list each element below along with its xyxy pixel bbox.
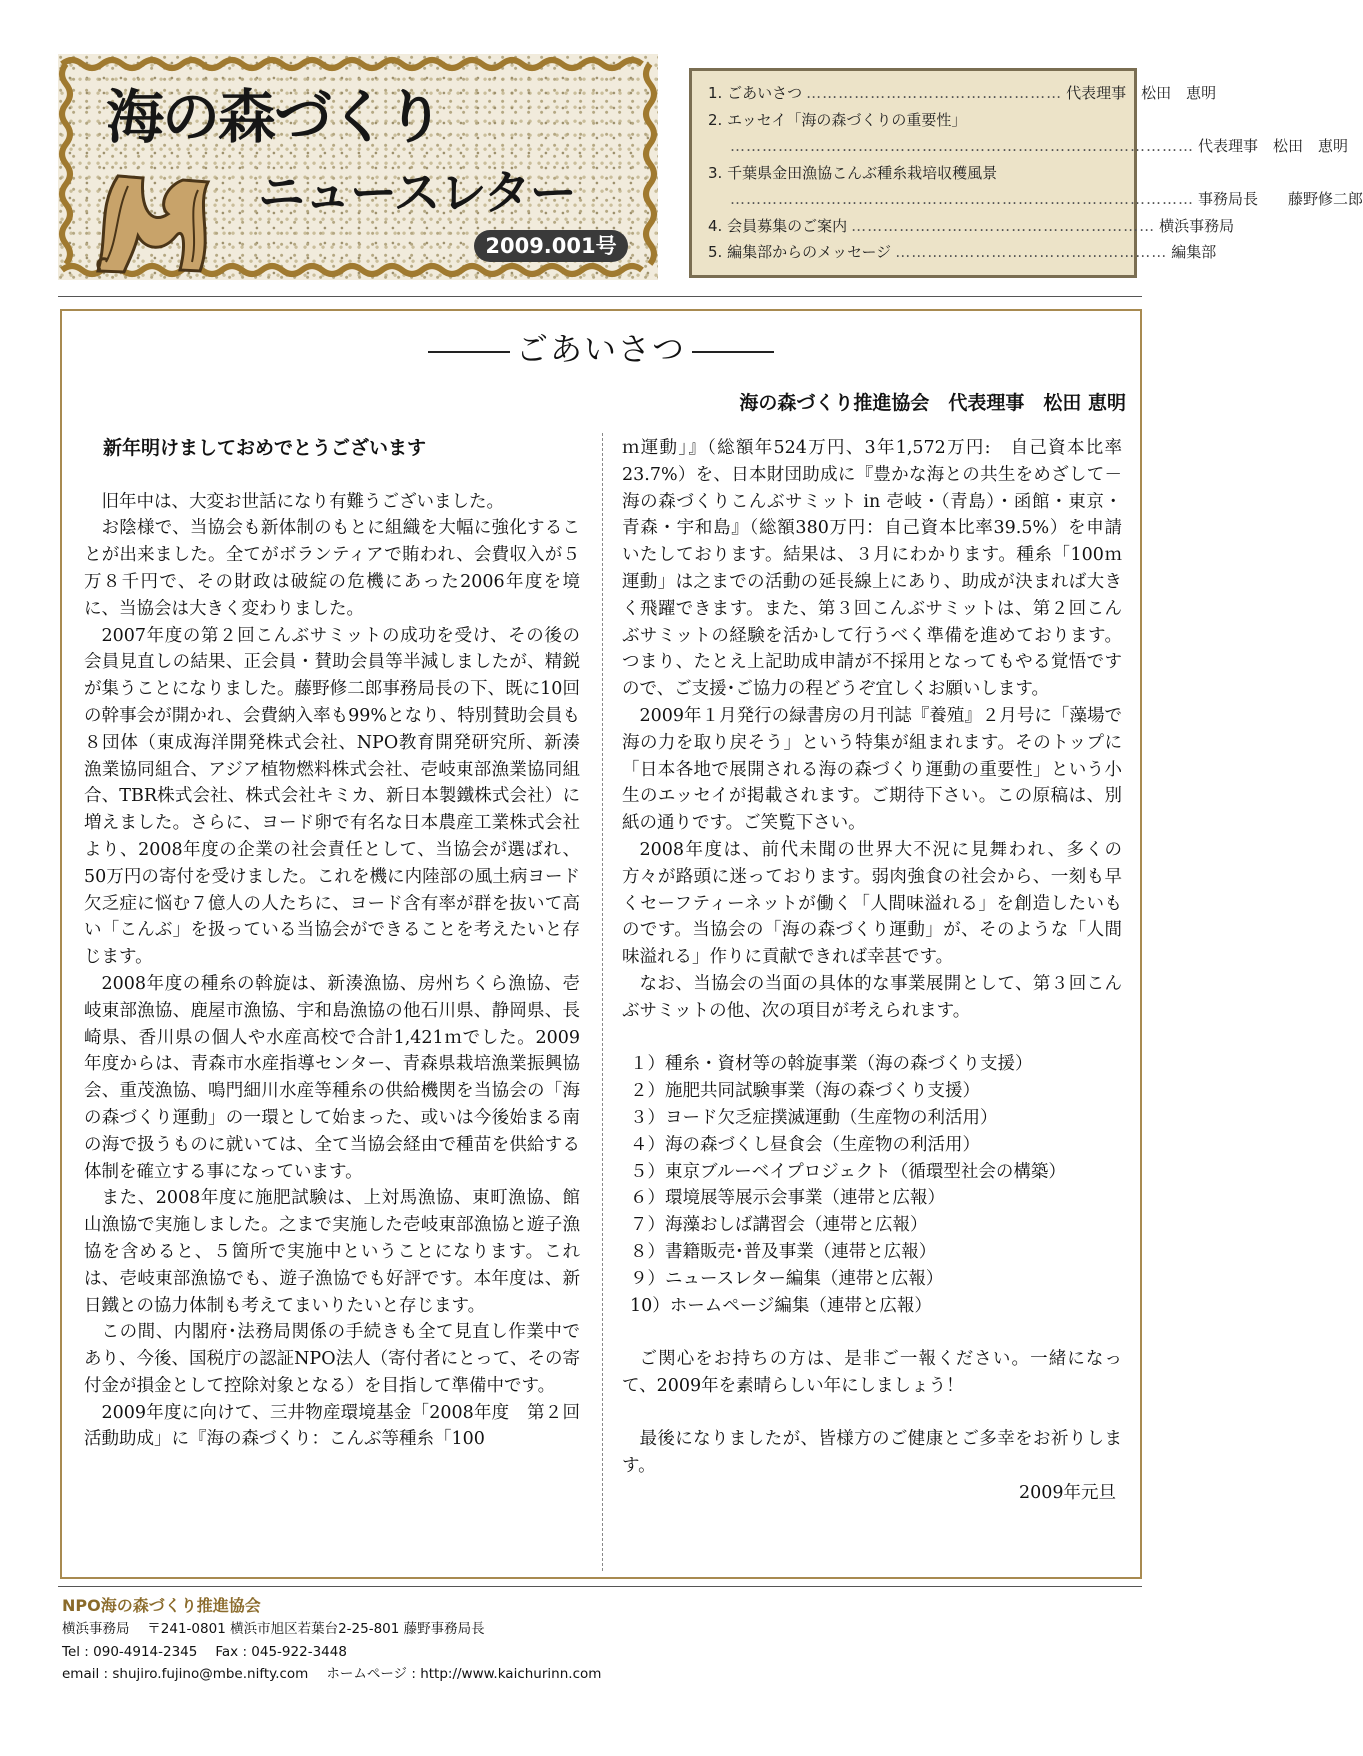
- greeting-article: [60, 309, 1142, 1579]
- toc-item: …………………………………………………………………………… 事務局長 藤野修二郎: [730, 190, 1363, 208]
- list-item: ５）東京ブルーベイプロジェクト（循環型社会の構築）: [630, 1161, 1066, 1182]
- list-item: ６）環境展等展示会事業（連帯と広報）: [630, 1188, 945, 1209]
- article-column-left: [84, 435, 598, 1453]
- list-item: １）種糸・資材等の斡旋事業（海の森づくり支援）: [630, 1054, 1033, 1075]
- footer-contact-line: [62, 1663, 619, 1686]
- bottom-divider: [58, 1586, 1142, 1587]
- list-item: ７）海藻おしば講習会（連帯と広報）: [630, 1215, 928, 1236]
- paragraph: なお、当協会の当面の具体的な事業展開として、第３回こんぶサミットの他、次の項目が考えられます。: [622, 973, 1122, 1021]
- spacer: [622, 1400, 1122, 1427]
- article-column-right: [622, 435, 1122, 1507]
- toc-item: 5. 編集部からのメッセージ …………………………………………… 編集部: [708, 243, 1217, 261]
- table-of-contents: [689, 68, 1363, 278]
- column-divider: [602, 433, 603, 1571]
- paragraph: 2008年度は、前代未聞の世界大不況に見舞われ、多くの方々が路頭に迷っております。弱肉強食の社会から、一刻も早くセーフティーネットが働く「人間味溢れる」を創造したいものです。当協会の「海の森づくり運動」が、そのような「人間味溢れる」作りに貢献できれば幸甚です。: [622, 839, 1122, 968]
- greeting-line: 新年明けましておめでとうございます: [103, 437, 427, 459]
- paragraph: この間、内閣府･法務局関係の手続きも全て見直し作業中であり、今後、国税庁の認証NPO法人（寄付者にとって、その寄付金が損金として控除対象となる）を目指して準備中です。: [84, 1322, 580, 1396]
- article-byline: 海の森づくり推進協会 代表理事 松田 恵明: [739, 392, 1126, 414]
- paragraph: 旧年中は、大変お世話になり有難うございました。: [101, 491, 504, 512]
- paragraph: また、2008年度に施肥試験は、上対馬漁協、東町漁協、館山漁協で実施しました。之まで実施した壱岐東部漁協と遊子漁協を含めると、５箇所で実施中ということになります。これは、壱岐東部漁協でも、遊子漁協でも好評です。本年度は、新日鐵との協力体制も考えてまいりたいと存じます。: [84, 1188, 580, 1316]
- heading-dash: [692, 351, 774, 353]
- article-heading: ごあいさつ: [62, 329, 1140, 369]
- list-item: ３）ヨード欠乏症撲滅運動（生産物の利活用）: [630, 1107, 998, 1128]
- list-item: 10）ホームページ編集（連帯と広報）: [630, 1295, 932, 1316]
- top-divider: [58, 296, 1142, 297]
- paragraph: 2009年１月発行の緑書房の月刊誌『養殖』２月号に「藻場で海の力を取り戻そう」という特集が組まれます。そのトップに「日本各地で展開される海の森づくり運動の重要性」という小生のエッセイが掲載されます。ご期待下さい。この原稿は、別紙の通りです。ご笑覧下さい。: [622, 705, 1122, 834]
- toc-item: 2. エッセイ「海の森づくりの重要性」: [708, 110, 967, 129]
- footer: [62, 1594, 619, 1686]
- kelp-logo-icon: [88, 166, 258, 276]
- toc-item: 1. ごあいさつ ………………………………………… 代表理事 松田 恵明: [708, 84, 1217, 102]
- closing-paragraph: ご関心をお持ちの方は、是非ご一報ください。一緒になって、2009年を素晴らしい年にしましょう！: [622, 1349, 1122, 1396]
- project-list: [622, 1051, 1122, 1319]
- footer-tel: Tel : 090-4914-2345: [62, 1643, 198, 1660]
- toc-item: 4. 会員募集のご案内 ………………………………………………… 横浜事務局: [708, 216, 1235, 235]
- paragraph-continuation: ｍ運動」』（総額年524万円、3年1,572万円: 自己資本比率23.7%）を、日本財団助成に『豊かな海との共生をめざして－海の森づくりこんぶサミット in 壱岐・（青島）・函館・東京・青森・宇和島』（総額380万円：自己資本比率39.5%）を申請いたしております。結果は、３月にわかります。種糸「100ｍ運動」は之までの活動の延長線上にあり、助成が決まれば大きく飛躍できます。また、第３回こんぶサミットは、第２回こんぶサミットの経験を活かして行うべく準備を進めております。つまり、たとえ上記助成申請が不採用となってもやる覚悟ですので、ご支援･ご協力の程どうぞ宜しくお願いします。: [622, 438, 1122, 700]
- closing-paragraph: 最後になりましたが、皆様方のご健康とご多幸をお祈りします。: [622, 1429, 1122, 1477]
- masthead-title: 海の森づくり: [106, 83, 443, 151]
- masthead-subtitle: ニュースレター: [258, 166, 576, 221]
- footer-address: 横浜事務局 〒241-0801 横浜市旭区若葉台2-25-801 藤野事務局長: [62, 1621, 485, 1637]
- paragraph: 2009年度に向けて、三井物産環境基金「2008年度 第２回 活動助成」に『海の森づくり：こんぶ等種糸「100: [84, 1402, 598, 1450]
- list-item: ４）海の森づくし昼食会（生産物の利活用）: [630, 1134, 980, 1155]
- footer-org-name: NPO海の森づくり推進協会: [62, 1596, 261, 1615]
- paragraph: 2007年度の第２回こんぶサミットの成功を受け、その後の会員見直しの結果、正会員・賛助会員等半減しましたが、精鋭が集うことになりました。藤野修二郎事務局長の下、既に10回の幹事会が開かれ、会費納入率も99%となり、特別賛助会員も８団体（東成海洋開発株式会社、NPO教育開発研究所、新湊漁業協同組合、アジア植物燃料株式会社、壱岐東部漁業協同組合、TBR株式会社、株式会社キミカ、新日本製鐵株式会社）に増えました。さらに、ヨード卵で有名な日本農産工業株式会社より、2008年度の企業の社会責任として、当協会が選ばれ、50万円の寄付を受けました。これを機に内陸部の風土病ヨード欠乏症に悩む７億人の人たちに、ヨード含有率が群を抜いて高い「こんぶ」を扱っている当協会ができることを考えたいと存じます。: [84, 625, 580, 968]
- list-item: ２）施肥共同試験事業（海の森づくり支援）: [630, 1081, 980, 1102]
- paragraph: 2008年度の種糸の斡旋は、新湊漁協、房州ちくら漁協、壱岐東部漁協、鹿屋市漁協、宇和島漁協の他石川県、静岡県、長崎県、香川県の個人や水産高校で合計1,421ｍでした。2009年度からは、青森市水産指導センター、青森県栽培漁業振興協会、重茂漁協、鳴門細川水産等種糸の供給機関を当協会の「海の森づくり運動」の一環として始まった、或いは今後始まる南の海で扱うものに就いては、全て当協会経由で種苗を供給する体制を確立する事になっています。: [84, 973, 580, 1182]
- heading-dash: [428, 351, 510, 353]
- footer-email[interactable]: email : shujiro.fujino@mbe.nifty.com: [62, 1666, 309, 1682]
- toc-item: 3. 千葉県金田漁協こんぶ種糸栽培収穫風景: [708, 163, 998, 182]
- list-item: ９）ニュースレター編集（連帯と広報）: [630, 1268, 944, 1289]
- issue-badge: 2009.001号: [474, 230, 628, 262]
- footer-phone-line: [62, 1641, 619, 1664]
- toc-item: …………………………………………………………………………… 代表理事 松田 恵明: [730, 137, 1349, 155]
- paragraph: お陰様で、当協会も新体制のもとに組織を大幅に強化することが出来ました。全てがボランティアで賄われ、会費収入が５万８千円で、その財政は破綻の危機にあった2006年度を境に、当協会は大きく変わりました。: [84, 518, 580, 619]
- footer-homepage[interactable]: ホームページ : http://www.kaichurinn.com: [326, 1666, 602, 1682]
- list-item: ８）書籍販売･普及事業（連帯と広報）: [630, 1241, 937, 1262]
- article-date: 2009年元旦: [1018, 1483, 1116, 1504]
- footer-fax: Fax : 045-922-3448: [215, 1643, 347, 1660]
- masthead: [58, 54, 658, 280]
